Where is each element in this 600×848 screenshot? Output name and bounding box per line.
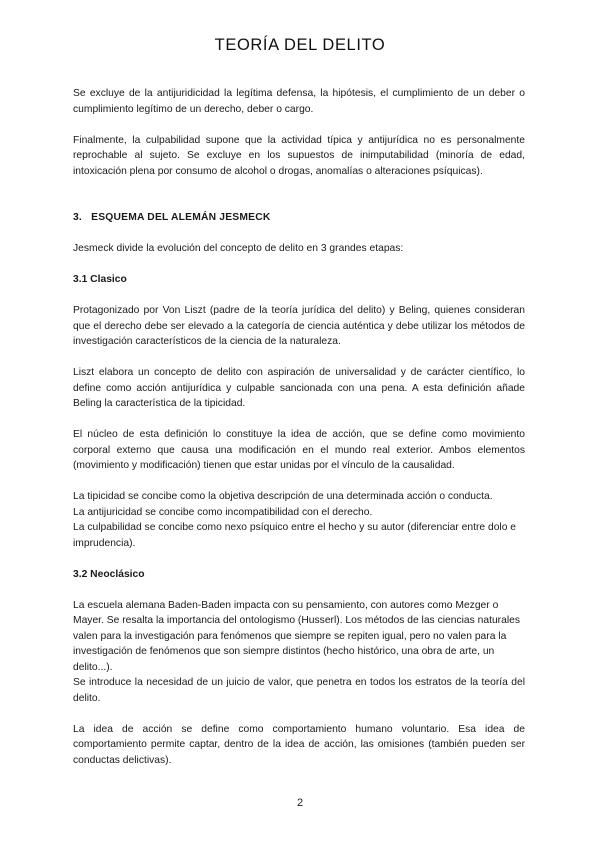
subsection-heading-3-1: 3.1 Clasico (73, 274, 127, 285)
section-heading-3: 3. ESQUEMA DEL ALEMÁN JESMECK (73, 212, 271, 223)
page-title: TEORÍA DEL DELITO (214, 36, 386, 54)
paragraph-von-liszt-beling: Protagonizado por Von Liszt (padre de la teoría jurídica del delito) y Beling, quienes consideran que el derecho debe ser elevado a la categoría de ciencia auténtica y debe utilizar los métodos de investigación característicos de la ciencia de la naturaleza. (73, 305, 525, 347)
paragraph-idea-accion: La idea de acción se define como comportamiento humano voluntario. Esa idea de comportamiento permite captar, dentro de la idea de acción, las omisiones (también pueden ser conductas delictivas). (73, 723, 525, 766)
paragraph-antijuricidad: La antijuricidad se concibe como incompatibilidad con el derecho. (73, 506, 373, 518)
subsection-heading-3-2: 3.2 Neoclásico (73, 568, 145, 580)
paragraph-juicio-valor: Se introduce la necesidad de un juicio de valor, que penetra en todos los estratos de la teoría del delito. (73, 677, 525, 704)
paragraph-culpabilidad-nexo: La culpabilidad se concibe como nexo psíquico entre el hecho y su autor (diferenciar entre dolo e imprudencia). (73, 522, 517, 549)
paragraph-nucleo-accion: El núcleo de esta definición lo constituye la idea de acción, que se define como movimiento corporal externo que causa una modificación en el mundo real exterior. Ambos elementos (movimiento y modificación) tienen que estar unidas por el vínculo de la causalidad. (73, 429, 525, 471)
document-body (73, 86, 525, 768)
page-number: 2 (296, 797, 304, 809)
paragraph-tipicidad: La tipicidad se concibe como la objetiva descripción de una determinada acción o conducta. (73, 491, 493, 502)
paragraph-baden-baden: La escuela alemana Baden-Baden impacta con su pensamiento, con autores como Mezger o Mayer. Se resalta la importancia del ontologismo (Husserl). Los métodos de las ciencias naturales valen para la investigación para fenómenos que siempre se repiten igual, pero no valen para la investigación de fenómenos que son siempre distintos (hecho histórico, una obra de arte, un delito...). (73, 599, 520, 673)
paragraph-culpabilidad: Finalmente, la culpabilidad supone que la actividad típica y antijurídica no es personalmente reprochable al sujeto. Se excluye en los supuestos de inimputabilidad (minoría de edad, intoxicación plena por consumo de alcohol o drogas, anomalías o alteraciones psíquicas). (73, 134, 525, 177)
paragraph-liszt-concepto: Liszt elabora un concepto de delito con aspiración de universalidad y de carácter científico, lo define como acción antijurídica y culpable sancionada con una pena. A esta definición añade Beling la característica de la tipicidad. (73, 367, 525, 409)
paragraph-jesmeck-intro: Jesmeck divide la evolución del concepto de delito en 3 grandes etapas: (73, 243, 404, 254)
paragraph-antijuridicidad-exclusions: Se excluye de la antijuridicidad la legítima defensa, la hipótesis, el cumplimiento de un deber o cumplimiento legítimo de un derecho, deber o cargo. (73, 88, 525, 115)
